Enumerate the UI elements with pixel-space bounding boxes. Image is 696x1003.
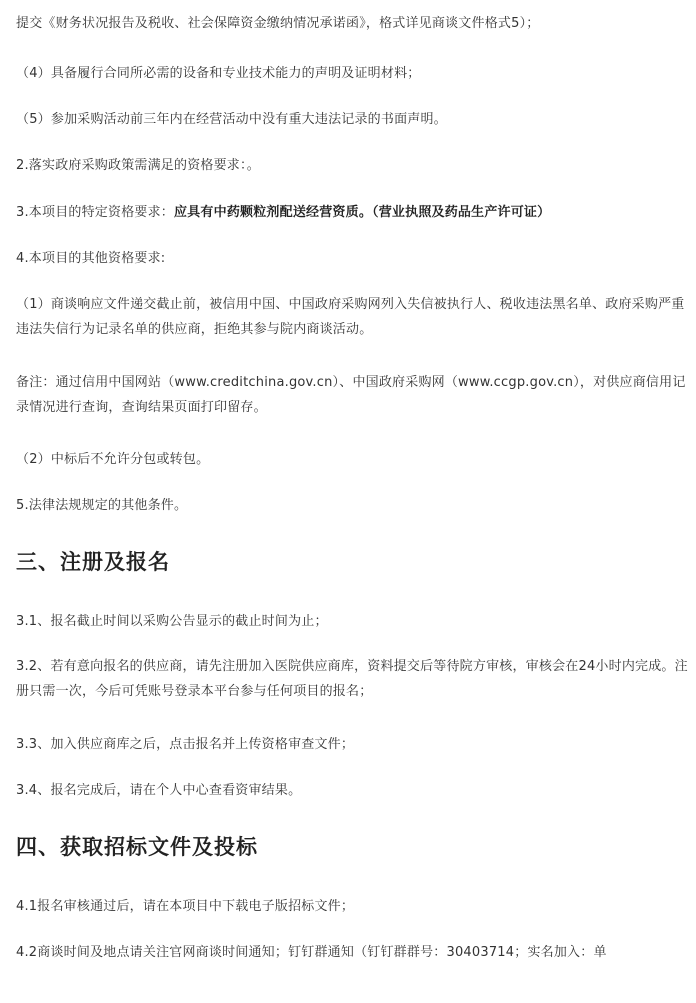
paragraph-note: 备注：通过信用中国网站（www.creditchina.gov.cn）、中国政府采购网（www.ccgp.gov.cn），对供应商信用记录情况进行查询，查询结果页面打印留存。	[16, 375, 686, 415]
paragraph-specific-requirements	[16, 203, 686, 223]
section-heading-bidding: 四、获取招标文件及投标	[16, 835, 258, 859]
bidding-item-1: 4.1报名审核通过后，请在本项目中下载电子版招标文件；	[16, 899, 355, 914]
paragraph-other-requirements: 4.本项目的其他资格要求:	[16, 251, 166, 266]
paragraph-other-item-2: （2）中标后不允许分包或转包。	[16, 452, 210, 467]
paragraph-submit-commitment: 提交《财务状况报告及税收、社会保障资金缴纳情况承诺函》，格式详见商谈文件格式5）；	[16, 16, 540, 31]
registration-item-2: 3.2、若有意向报名的供应商，请先注册加入医院供应商库，资料提交后等待院方审核，审核会在24小时内完成。注册只需一次，今后可凭账号登录本平台参与任何项目的报名；	[16, 659, 688, 699]
registration-item-4: 3.4、报名完成后，请在个人中心查看资审结果。	[16, 783, 302, 798]
paragraph-item-4-equipment: （4）具备履行合同所必需的设备和专业技术能力的声明及证明材料；	[16, 66, 421, 81]
paragraph-law-conditions: 5.法律法规规定的其他条件。	[16, 498, 188, 513]
bidding-item-2: 4.2商谈时间及地点请关注官网商谈时间通知；钉钉群通知（钉钉群群号：30403714；实名加入：单	[16, 945, 607, 960]
section-heading-registration: 三、注册及报名	[16, 550, 170, 574]
specific-requirements-label: 3.本项目的特定资格要求：	[16, 205, 175, 220]
paragraph-policy-requirements: 2.落实政府采购政策需满足的资格要求：。	[16, 158, 260, 173]
registration-item-1: 3.1、报名截止时间以采购公告显示的截止时间为止；	[16, 614, 328, 629]
registration-item-3: 3.3、加入供应商库之后，点击报名并上传资格审查文件；	[16, 737, 355, 752]
paragraph-item-5-no-violation: （5）参加采购活动前三年内在经营活动中没有重大违法记录的书面声明。	[16, 112, 447, 127]
paragraph-other-item-1: （1）商谈响应文件递交截止前，被信用中国、中国政府采购网列入失信被执行人、税收违法黑名单、政府采购严重违法失信行为记录名单的供应商，拒绝其参与院内商谈活动。	[16, 297, 685, 337]
specific-requirements-value: 应具有中药颗粒剂配送经营资质。（营业执照及药品生产许可证）	[174, 205, 551, 220]
